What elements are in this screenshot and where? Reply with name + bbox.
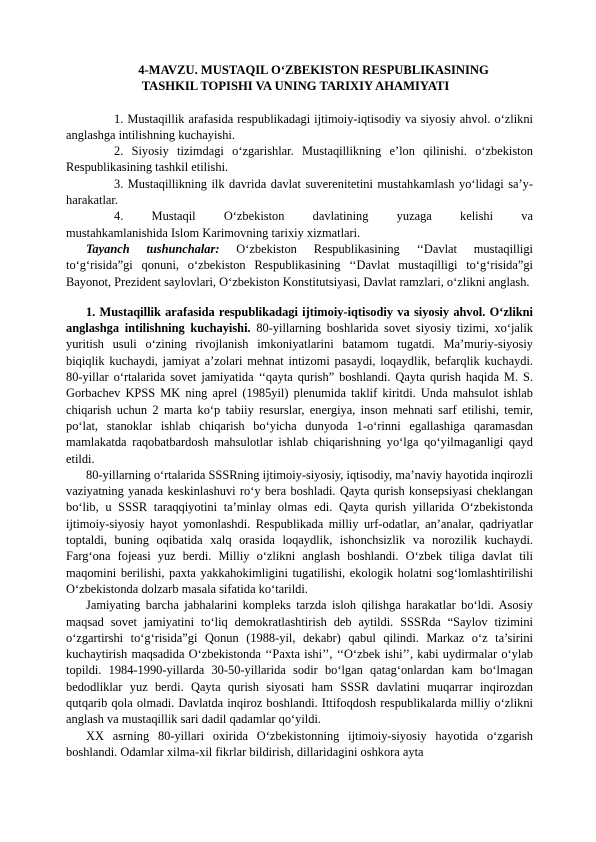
body-paragraph: XX asrning 80-yillari oxirida O‘zbekistonning ijtimoiy-siyosiy hayotida o‘zgarish boshlandi. Odamlar xilma-xil fikrlar bildirish, dillaridagini oshkora ayta xyxy=(66,728,533,759)
document-body xyxy=(66,241,533,760)
document-title xyxy=(66,62,533,95)
section-1-lead-text: 80-yillarning boshlarida sovet siyosiy tizimi, xo‘jalik yuritish usuli o‘zining rivojlanish imkoniyatlarini batamom tugatdi. Ma’muriy-siyosiy biqiqlik kuchaydi, jamiyat a’zolari mehnat intizomi pasaydi, loqaydlik, befarqlik kuchaydi. 80-yillar o‘rtalarida sovet jamiyatida ‘‘qayta qurish” boshlandi. Qayta qurish haqida M. S. Gorbachev KPSS MK ning aprel (1985yil) plenumida taklif kiritdi. Unda mahsulot ishlab chiqarish uchun 2 marta ko‘p tabiiy resurslar, energiya, inson mehnati sarf etilishi, temir, po‘lat, stanoklar ishlab chiqarish bo‘yicha dunyoda 1-o‘rinni egallashiga qaramasdan mamlakatda raqobatbardosh mahsulotlar ishlab chiqarishning yo‘lga qo‘yilmaganligi qayd etildi. xyxy=(66,321,533,466)
plan-item-3: 3. Mustaqillikning ilk davrida davlat suverenitetini mustahkamlash yo‘lidagi sa’y-harakatlar. xyxy=(66,176,533,208)
title-line-2: TASHKIL TOPISHI VA UNING TARIXIY AHAMIYATI xyxy=(141,79,450,94)
paragraph-gap xyxy=(66,290,533,304)
section-1-heading: 1. Mustaqillik arafasida respublikadagi ijtimoiy-iqtisodiy va siyosiy ahvol. O‘zlikni anglashga intilishning kuchayishi. xyxy=(66,304,533,336)
body-paragraph: 80-yillarning o‘rtalarida SSSRning ijtimoiy-siyosiy, iqtisodiy, ma’naviy hayotida inqirozli vaziyatning yanada keskinlashuvi ro‘y bera boshladi. Qayta qurish konsepsiyasi cheklangan bo‘lib, u SSSR taraqqiyotini ta’minlay olmas edi. Qayta qurish yillarida O‘zbekistonda ijtimoiy-siyosiy hayot yomonlashdi. Respublikada milliy urf-odatlar, an’analar, qadriyatlar toptaldi, buning oqibatida xalq orasida loqaydlik, ishonchsizlik va norozilik kuchaydi. Farg‘ona fojeasi yuz berdi. Milliy o‘zlikni anglash boshlandi. O‘zbek tiliga davlat tili maqomini berilishi, paxta yakkahokimligini tugatilishi, ekologik holatni sog‘lomlashtirilishi O‘zbekistonda dolzarb masala sifatida ko‘tarildi. xyxy=(66,467,533,596)
keywords-paragraph xyxy=(66,241,533,290)
title-line-1: 4-MAVZU. MUSTAQIL O‘ZBEKISTON RESPUBLIKASINING xyxy=(138,63,489,77)
plan-item-1: 1. Mustaqillik arafasida respublikadagi ijtimoiy-iqtisodiy va siyosiy ahvol. o‘zlikni anglashga intilishning kuchayishi. xyxy=(66,111,533,142)
plan-item-4: 4. Mustaqil O‘zbekiston davlatining yuzaga kelishi va xyxy=(114,209,533,224)
lesson-plan xyxy=(66,111,533,241)
body-paragraph: Jamiyating barcha jabhalarini kompleks tarzda isloh qilishga harakatlar bo‘ldi. Asosiy maqsad sovet jamiyatini to‘liq demokratlashtirish deb aytildi. SSSRda “Saylov tizimini o‘zgartirshi to‘g‘risida”gi Qonun (1988-yil, dekabr) qabul qilindi. Markaz o‘z ta’sirini kuchaytirish maqsadida O‘zbekistonda ‘‘Paxta ishi’’, ‘‘O‘zbek ishi’’, kabi uydirmalar o‘ylab topildi. 1984-1990-yillarda 30-50-yillarida sodir bo‘lgan qatag‘onlardan kam bo‘lmagan bedodliklar yuz berdi. Qayta qurish siyosati ham SSSR davlatini muqarrar inqirozdan qutqarib qola olmadi. Davlatda inqiroz boshlandi. Ittifoqdosh respublikalarda milliy o‘zlikni anglash va mustaqillik sari dadil qadamlar qo‘yildi. xyxy=(66,598,533,727)
keywords-label: Tayanch tushunchalar: xyxy=(86,241,220,256)
plan-item-2: 2. Siyosiy tizimdagi o‘zgarishlar. Mustaqillikning e’lon qilinishi. o‘zbekiston Respublikasining tashkil etilishi. xyxy=(66,144,533,175)
plan-item-4-continued: mustahkamlanishida Islom Karimovning tarixiy xizmatlari. xyxy=(66,225,361,240)
document-page xyxy=(66,62,533,760)
keywords-text: O‘zbekiston Respublikasining ‘‘Davlat mustaqilligi to‘g‘risida”gi qonuni, o‘zbekiston Respublikasining ‘‘Davlat mustaqilligi to‘g‘risida”gi Bayonot, Prezident saylovlari, O‘zbekiston Konstitutsiyasi, Davlat ramzlari, o‘zlikni anglash. xyxy=(66,241,533,289)
section-1-lead-paragraph xyxy=(66,304,533,467)
